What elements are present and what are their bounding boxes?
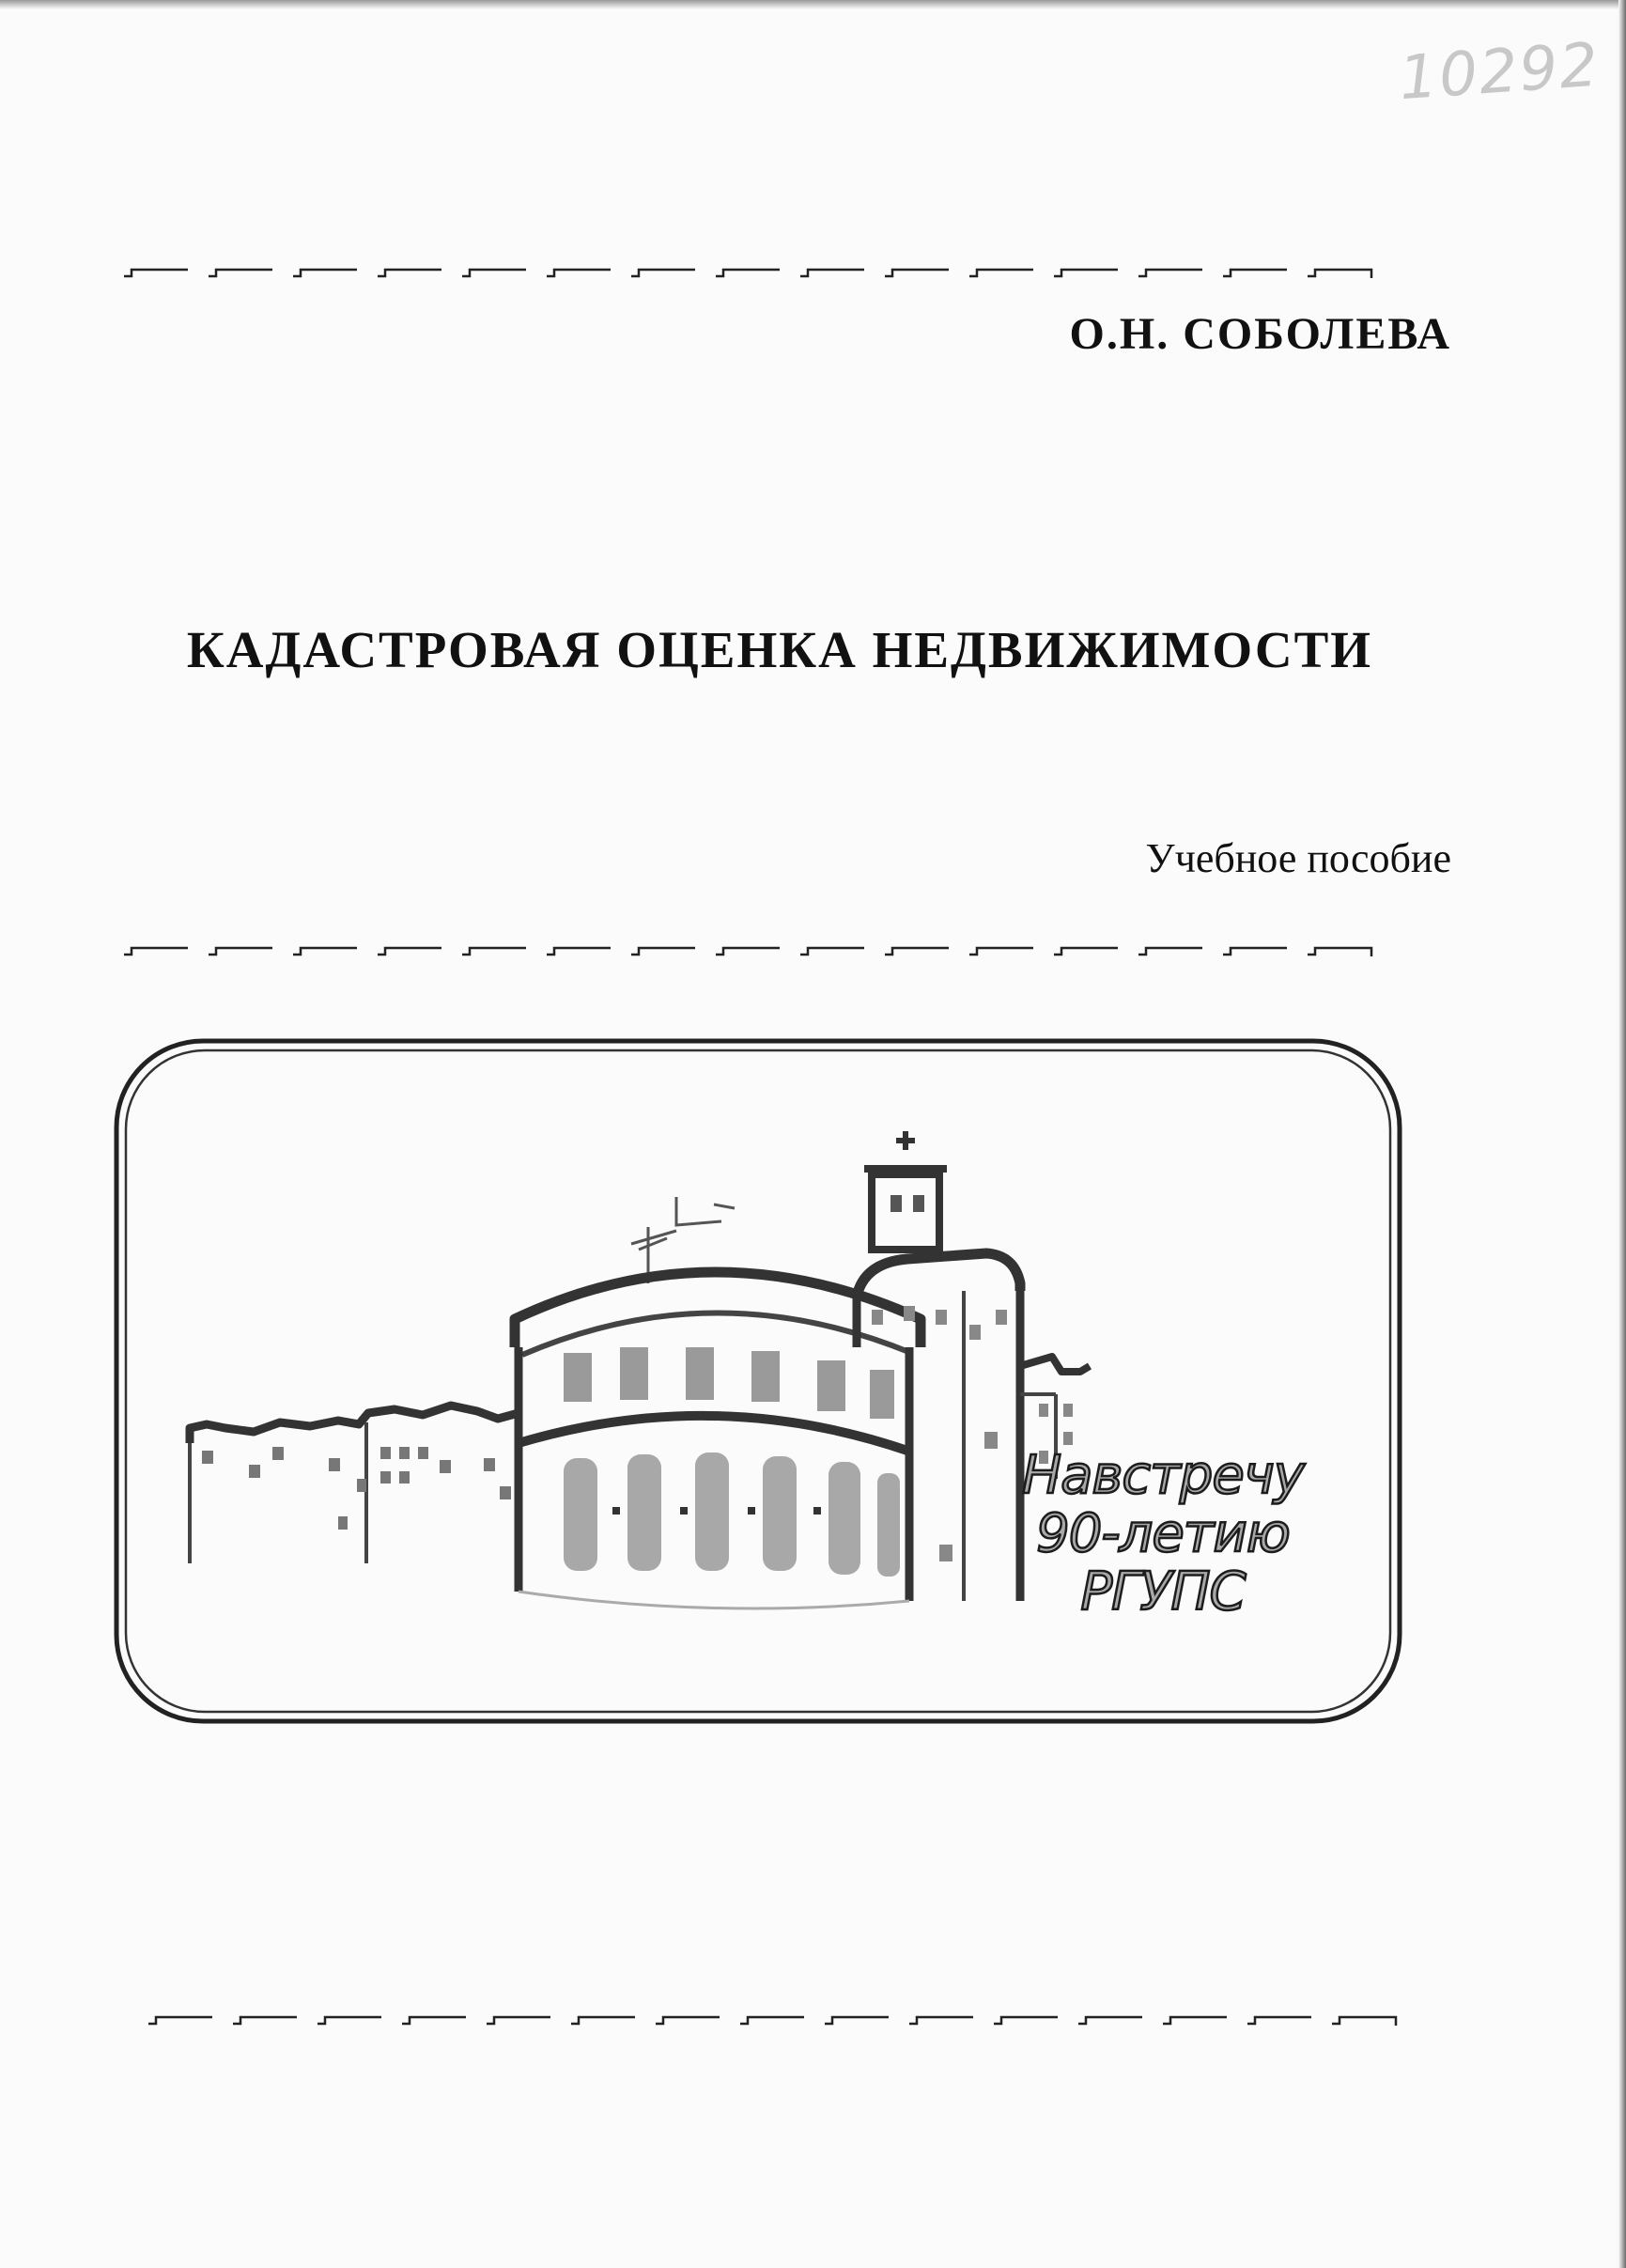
decorative-rule-top bbox=[122, 265, 1390, 282]
university-building-drawing bbox=[190, 1131, 1090, 1608]
scan-right-edge bbox=[1618, 0, 1626, 2268]
slogan-line: РГУПС bbox=[1080, 1561, 1246, 1623]
scan-top-edge bbox=[0, 0, 1626, 9]
slogan-line: 90-летию bbox=[1036, 1503, 1290, 1564]
slogan-line: Навстречу bbox=[1021, 1445, 1305, 1506]
handwritten-inventory-number: 10292 bbox=[1397, 30, 1603, 115]
decorative-rule-middle bbox=[122, 943, 1390, 960]
anniversary-slogan bbox=[1013, 1447, 1313, 1622]
book-subtitle: Учебное пособие bbox=[1145, 835, 1451, 881]
book-title: КАДАСТРОВАЯ ОЦЕНКА НЕДВИЖИМОСТИ bbox=[186, 621, 1373, 678]
author-name: О.Н. СОБОЛЕВА bbox=[1069, 309, 1451, 359]
decorative-rule-bottom bbox=[147, 2012, 1415, 2029]
